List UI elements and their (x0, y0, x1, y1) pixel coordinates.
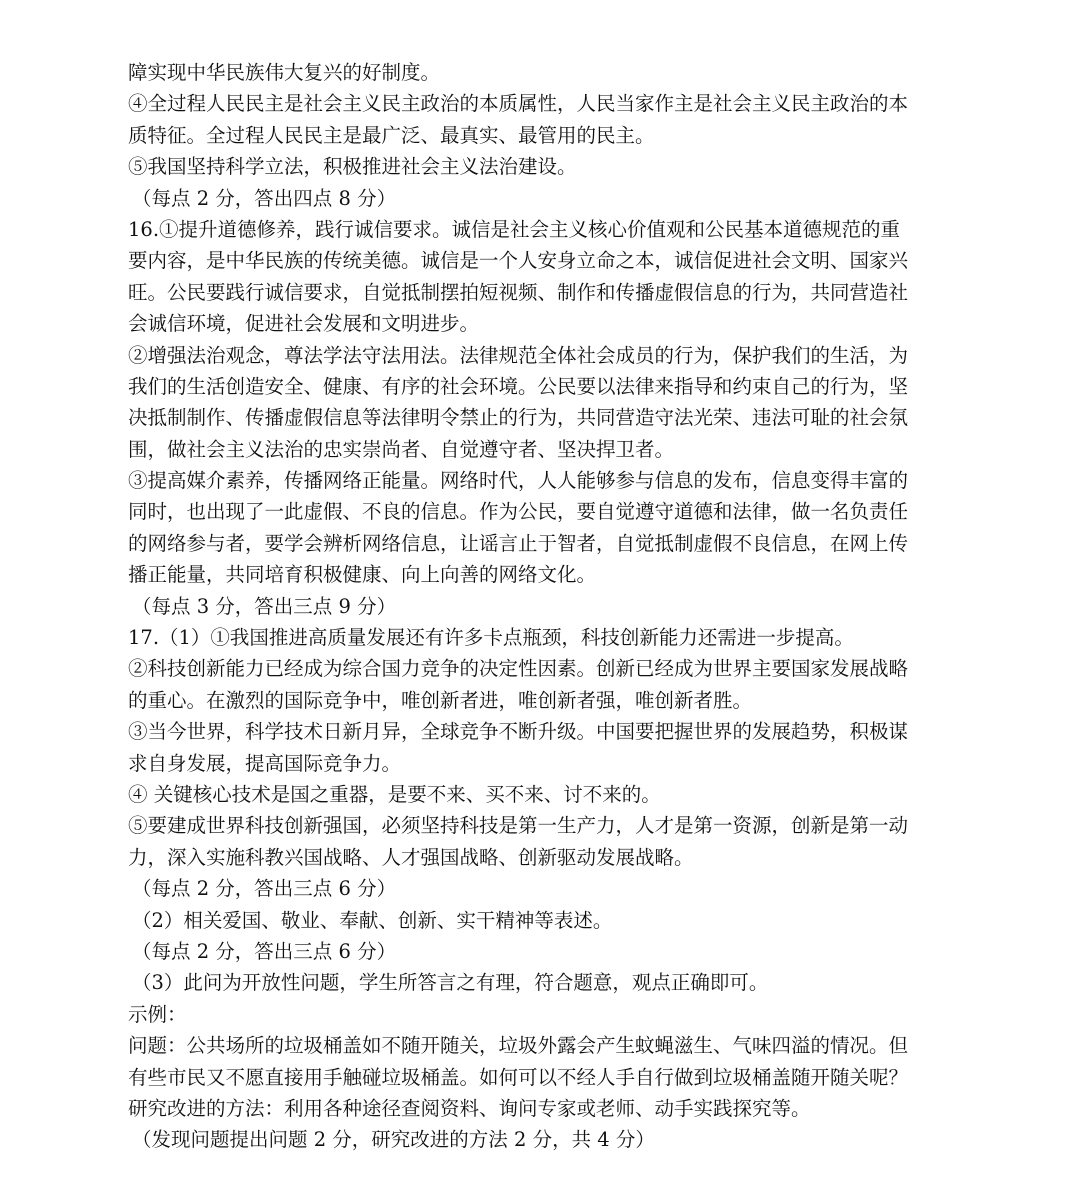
text-line: 我们的生活创造安全、健康、有序的社会环境。公民要以法律来指导和约束自己的行为，坚 (128, 374, 909, 398)
text-line: 的网络参与者，要学会辨析网络信息，让谣言止于智者，自觉抵制虚假不良信息，在网上传 (128, 531, 909, 555)
example-label: 示例： (128, 1002, 187, 1026)
scoring-note: （发现问题提出问题 2 分，研究改进的方法 2 分，共 4 分） (132, 1128, 655, 1152)
sub-question-3: （3）此问为开放性问题，学生所答言之有理，符合题意，观点正确即可。 (132, 971, 769, 995)
sub-question-2: （2）相关爱国、敬业、奉献、创新、实干精神等表述。 (132, 908, 613, 932)
document-page (128, 57, 968, 1156)
text-line: 问题：公共场所的垃圾桶盖如不随开随关，垃圾外露会产生蚊蝇滋生、气味四溢的情况。但 (128, 1034, 909, 1058)
text-line: ④ 关键核心技术是国之重器，是要不来、买不来、讨不来的。 (128, 782, 661, 806)
text-line: ④全过程人民民主是社会主义民主政治的本质属性，人民当家作主是社会主义民主政治的本 (128, 92, 909, 116)
scoring-note: （每点 2 分，答出三点 6 分） (132, 877, 397, 901)
text-line: 会诚信环境，促进社会发展和文明进步。 (128, 312, 480, 336)
text-line: 研究改进的方法：利用各种途径查阅资料、询问专家或老师、动手实践探究等。 (128, 1096, 811, 1120)
text-line: ②增强法治观念，尊法学法守法用法。法律规范全体社会成员的行为，保护我们的生活，为 (128, 343, 909, 367)
question-17-line: 17.（1）①我国推进高质量发展还有许多卡点瓶颈，科技创新能力还需进一步提高。 (128, 626, 854, 650)
text-line: 力，深入实施科教兴国战略、人才强国战略、创新驱动发展战略。 (128, 845, 694, 869)
text-line: 要内容，是中华民族的传统美德。诚信是一个人安身立命之本，诚信促进社会文明、国家兴 (128, 249, 909, 273)
text-line: 同时，也出现了一此虚假、不良的信息。作为公民，要自觉遵守道德和法律，做一名负责任 (128, 500, 909, 524)
text-line: 围，做社会主义法治的忠实崇尚者、自觉遵守者、坚决捍卫者。 (128, 437, 675, 461)
question-16-line: 16.①提升道德修养，践行诚信要求。诚信是社会主义核心价值观和公民基本道德规范的重 (128, 217, 901, 241)
text-line: ⑤要建成世界科技创新强国，必须坚持科技是第一生产力，人才是第一资源，创新是第一动 (128, 814, 909, 838)
text-line: ③当今世界，科学技术日新月异，全球竞争不断升级。中国要把握世界的发展趋势，积极谋 (128, 720, 909, 744)
text-line: 有些市民又不愿直接用手触碰垃圾桶盖。如何可以不经人手自行做到垃圾桶盖随开随关呢？ (128, 1065, 909, 1089)
text-line: 决抵制制作、传播虚假信息等法律明令禁止的行为，共同营造守法光荣、违法可耻的社会氛 (128, 406, 909, 430)
text-line: 的重心。在激烈的国际竞争中，唯创新者进，唯创新者强，唯创新者胜。 (128, 688, 753, 712)
text-line: 旺。公民要践行诚信要求，自觉抵制摆拍短视频、制作和传播虚假信息的行为，共同营造社 (128, 280, 909, 304)
text-line: 求自身发展，提高国际竞争力。 (128, 751, 402, 775)
scoring-note: （每点 2 分，答出三点 6 分） (132, 939, 397, 963)
text-line: 播正能量，共同培育积极健康、向上向善的网络文化。 (128, 563, 597, 587)
text-line: 质特征。全过程人民民主是最广泛、最真实、最管用的民主。 (128, 123, 655, 147)
text-line: ②科技创新能力已经成为综合国力竞争的决定性因素。创新已经成为世界主要国家发展战略 (128, 657, 909, 681)
scoring-note: （每点 3 分，答出三点 9 分） (132, 594, 397, 618)
text-line: ⑤我国坚持科学立法，积极推进社会主义法治建设。 (128, 155, 577, 179)
text-line: 障实现中华民族伟大复兴的好制度。 (128, 61, 441, 84)
scoring-note: （每点 2 分，答出四点 8 分） (132, 186, 397, 210)
text-line: ③提高媒介素养，传播网络正能量。网络时代，人人能够参与信息的发布，信息变得丰富的 (128, 469, 909, 493)
